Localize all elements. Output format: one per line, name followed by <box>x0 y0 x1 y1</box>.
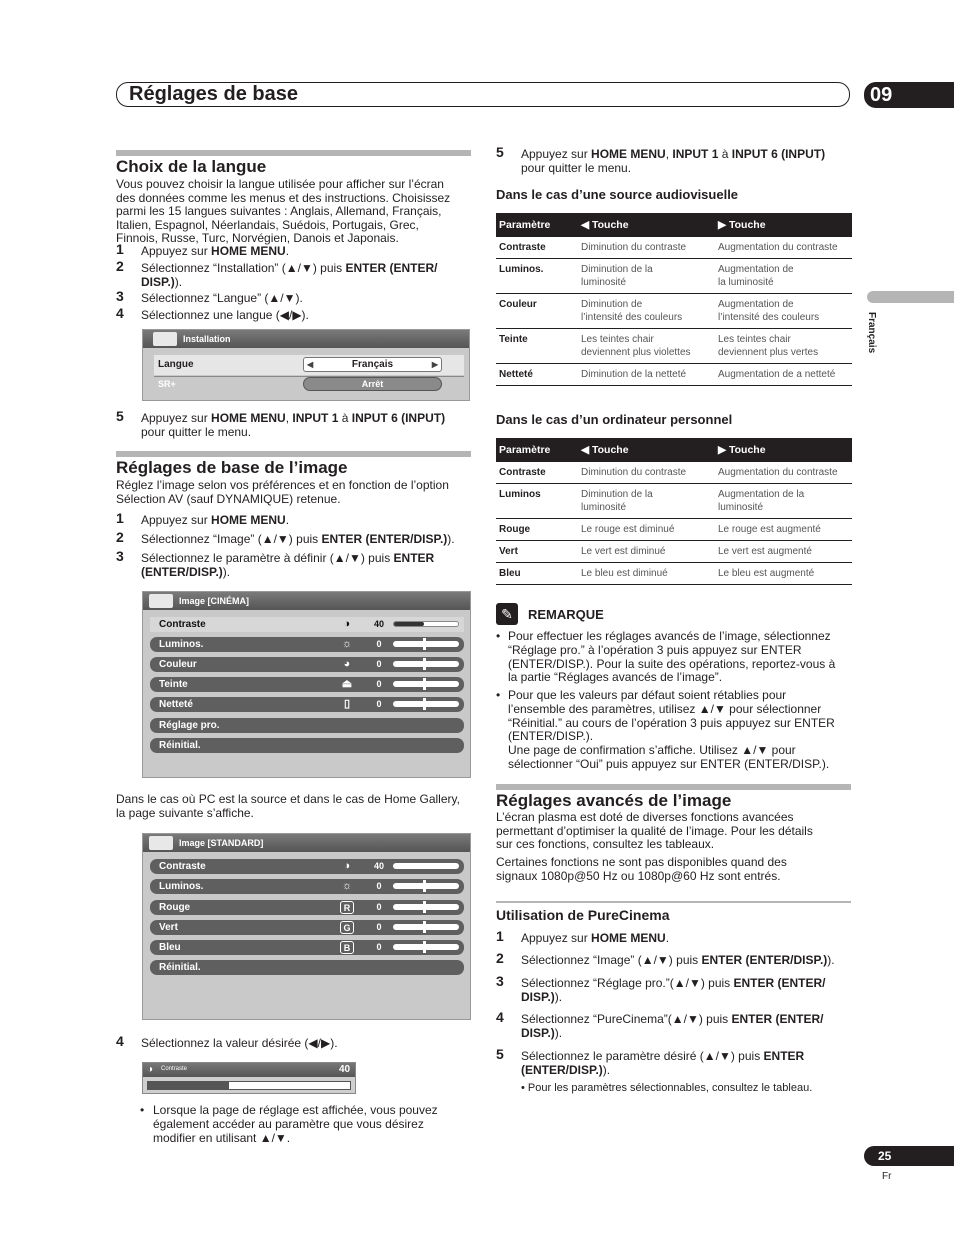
av-title: Dans le cas d’une source audiovisuelle <box>496 187 739 202</box>
table-header: Paramètre ◀ Touche ▶ Touche <box>496 438 852 462</box>
blue-icon: B <box>340 941 354 954</box>
contrast-level <box>394 864 424 868</box>
step-4: 4 Sélectionnez une langue (◀/▶). <box>116 305 309 322</box>
contrast-value: 40 <box>373 619 384 629</box>
section-rule <box>116 451 471 457</box>
langue-intro: Vous pouvez choisir la langue utilisée pour afficher sur l’écran des données comme les menus et des instructions. Choisissez parmi les 15 langues suivantes : Anglais, Allemand, Français, Italien, Espagnol, Néerlandais, Suédois, Portugais, Grec, Finnois, Russe, Turc, Norvégien, Danois et Japonais. <box>116 177 451 245</box>
osd-image-standard: Image [STANDARD] Contraste ◑ 40 Luminos. ☼ 0 Rouge R 0 Vert G 0 Bleu B 0 Réinitial. <box>142 833 471 1020</box>
table-row: Vert Le vert est diminué Le vert est augmenté <box>496 541 852 563</box>
table-row: Rouge Le rouge est diminué Le rouge est augmenté <box>496 519 852 541</box>
osd-row-contraste[interactable]: Contraste ◑ 40 <box>150 859 464 874</box>
arrow-left-icon: ◀ <box>307 360 314 369</box>
section-rule <box>116 150 471 156</box>
osd-row-reinitial[interactable]: Réinitial. <box>150 960 464 975</box>
red-icon: R <box>340 901 354 914</box>
contrast-icon: ◑ <box>343 860 351 872</box>
image-icon <box>149 594 173 608</box>
remark-bullet-1: • Pour effectuer les réglages avancés de l’image, sélectionnez “Réglage pro.” à l’opération 3 puis appuyez sur ENTER (ENTER/DISP.). Pour la suite des opérations, reportez-vous à la partie “Réglages avancés de l’image”. <box>496 629 836 685</box>
purecinema-title: Utilisation de PureCinema <box>496 907 670 923</box>
chapter-title: Réglages de base <box>116 82 850 107</box>
osd-mini-slider <box>142 1062 356 1094</box>
osd-row-couleur[interactable]: Couleur ◕ 0 <box>150 657 464 672</box>
contrast-icon: ◑ <box>147 1064 154 1075</box>
step-4: 4 Sélectionnez la valeur désirée (◀/▶). <box>116 1033 338 1050</box>
mini-track[interactable] <box>147 1081 351 1090</box>
green-icon: G <box>340 921 354 934</box>
section-title-image: Réglages de base de l’image <box>116 458 348 477</box>
mini-label: Contraste <box>161 1066 188 1072</box>
purecinema-subnote: • Pour les paramètres sélectionnables, consultez le tableau. <box>521 1082 813 1094</box>
step-3: 3 Sélectionnez “Réglage pro.”(▲/▼) puis ENTER (ENTER/ DISP.)). <box>496 973 826 1004</box>
brightness-icon: ☼ <box>341 880 353 892</box>
step-5: 5 Appuyez sur HOME MENU, INPUT 1 à INPUT 6 (INPUT) pour quitter le menu. <box>496 144 826 175</box>
osd-sr-value[interactable]: Arrêt <box>303 377 442 391</box>
remark-title: REMARQUE <box>528 607 604 622</box>
contrast-icon: ◑ <box>343 618 351 630</box>
table-row: Couleur Diminution de l’intensité des couleurs Augmentation de l’intensité des couleurs <box>496 294 852 329</box>
step-3: 3 Sélectionnez “Langue” (▲/▼). <box>116 288 303 305</box>
osd-row-reinitial[interactable]: Réinitial. <box>150 738 464 753</box>
step-1: 1 Appuyez sur HOME MENU. <box>116 241 290 258</box>
pc-note: Dans le cas où PC est la source et dans le cas de Home Gallery, la page suivante s’affiche. <box>116 792 460 820</box>
osd-installation: Installation Langue ◀ Français ▶ SR+ Arrêt <box>142 329 470 401</box>
remark-bullet-2: • Pour que les valeurs par défaut soient rétablies pour l’ensemble des paramètres, utilisez ▲/▼ pour sélectionner “Réinitial.” au cours de l’opération 3 puis appuyez sur ENTER (ENTER/DISP.). Une page de confirmation s’affiche. Utilisez ▲/▼ pour sélectionner “Oui” puis appuyez sur ENTER (ENTER/DISP.). <box>496 688 835 771</box>
color-icon: ◕ <box>343 658 351 670</box>
pc-title: Dans le cas d’un ordinateur personnel <box>496 412 733 427</box>
table-header: Paramètre ◀ Touche ▶ Touche <box>496 213 852 237</box>
image-intro: Réglez l’image selon vos préférences et en fonction de l’option Sélection AV (sauf DYNAMIQUE) retenue. <box>116 478 449 506</box>
step-2: 2 Sélectionnez “Image” (▲/▼) puis ENTER (ENTER/DISP.)). <box>496 950 835 967</box>
table-row: Contraste Diminution du contraste Augmentation du contraste <box>496 462 852 484</box>
section-title-avances: Réglages avancés de l’image <box>496 791 732 810</box>
osd-langue-value[interactable]: ◀ Français ▶ <box>303 357 442 372</box>
table-row: Luminos Diminution de la luminosité Augmentation de la luminosité <box>496 484 852 519</box>
table-row: Contraste Diminution du contraste Augmentation du contraste <box>496 237 852 259</box>
osd-row-contraste[interactable]: Contraste ◑ 40 <box>150 617 464 632</box>
step-5: 5 Appuyez sur HOME MENU, INPUT 1 à INPUT 6 (INPUT) pour quitter le menu. <box>116 408 446 439</box>
osd-sr-label: SR+ <box>158 379 176 389</box>
mini-fill <box>148 1082 229 1089</box>
table-row: Bleu Le bleu est diminué Le bleu est augmenté <box>496 563 852 585</box>
avances-p1: L’écran plasma est doté de diverses fonctions avancées permettant d’optimiser la qualité de l’image. Pour les détails sur ces fonctions, consultez les tableaux. <box>496 810 813 851</box>
image-icon <box>149 836 173 850</box>
table-row: Netteté Diminution de la netteté Augmentation de a netteté <box>496 364 852 386</box>
osd-row-teinte[interactable]: Teinte ⏏ 0 <box>150 677 464 692</box>
language-tab <box>867 291 954 303</box>
osd-row-rouge[interactable]: Rouge R 0 <box>150 900 464 915</box>
table-row: Teinte Les teintes chair deviennent plus violettes Les teintes chair deviennent plus vertes <box>496 329 852 364</box>
step-2: 2 Sélectionnez “Installation” (▲/▼) puis ENTER (ENTER/ DISP.)). <box>116 258 438 289</box>
table-pc <box>496 438 852 585</box>
step-5: 5 Sélectionnez le paramètre désiré (▲/▼) puis ENTER (ENTER/DISP.)). <box>496 1046 805 1077</box>
bullet-note: • Lorsque la page de réglage est affichée, vous pouvez également accéder au paramètre que vous désirez modifier en utilisant ▲/▼. <box>140 1103 438 1145</box>
contrast-level <box>394 622 424 626</box>
step-3: 3 Sélectionnez le paramètre à définir (▲/▼) puis ENTER (ENTER/DISP.)). <box>116 548 435 579</box>
brightness-icon: ☼ <box>341 638 353 650</box>
note-pencil-icon: ✎ <box>496 603 518 625</box>
osd-row-vert[interactable]: Vert G 0 <box>150 920 464 935</box>
page-number: 25 <box>864 1146 954 1166</box>
mini-value: 40 <box>339 1064 351 1075</box>
table-av <box>496 213 852 386</box>
avances-p2: Certaines fonctions ne sont pas disponibles quand des signaux 1080p@50 Hz ou 1080p@60 Hz sont entrés. <box>496 855 787 883</box>
step-1: 1 Appuyez sur HOME MENU. <box>496 928 670 945</box>
osd-langue-label: Langue <box>158 359 194 370</box>
sharpness-icon: ▯ <box>343 698 351 710</box>
osd-row-luminos[interactable]: Luminos. ☼ 0 <box>150 879 464 894</box>
step-4: 4 Sélectionnez “PureCinema”(▲/▼) puis ENTER (ENTER/ DISP.)). <box>496 1009 824 1040</box>
osd-row-bleu[interactable]: Bleu B 0 <box>150 940 464 955</box>
osd-row-nettete[interactable]: Netteté ▯ 0 <box>150 697 464 712</box>
section-rule <box>496 784 851 790</box>
arrow-right-icon: ▶ <box>431 360 438 369</box>
section-title-langue: Choix de la langue <box>116 157 267 176</box>
osd-row-luminos[interactable]: Luminos. ☼ 0 <box>150 637 464 652</box>
step-2: 2 Sélectionnez “Image” (▲/▼) puis ENTER (ENTER/DISP.)). <box>116 529 455 546</box>
table-row: Luminos. Diminution de la luminosité Augmentation de la luminosité <box>496 259 852 294</box>
step-1: 1 Appuyez sur HOME MENU. <box>116 510 290 527</box>
side-language-label: Français <box>866 312 877 354</box>
osd-row-reglage-pro[interactable]: Réglage pro. <box>150 718 464 733</box>
tint-icon: ⏏ <box>341 678 353 690</box>
chapter-number: 09 <box>864 82 954 108</box>
installation-icon <box>153 332 177 346</box>
page-lang: Fr <box>882 1171 892 1182</box>
osd-image-cinema: Image [CINÉMA] Contraste ◑ 40 Luminos. ☼ 0 Couleur ◕ 0 Teinte ⏏ 0 Netteté ▯ 0 Réglage pro. Réinitial. <box>142 591 471 778</box>
